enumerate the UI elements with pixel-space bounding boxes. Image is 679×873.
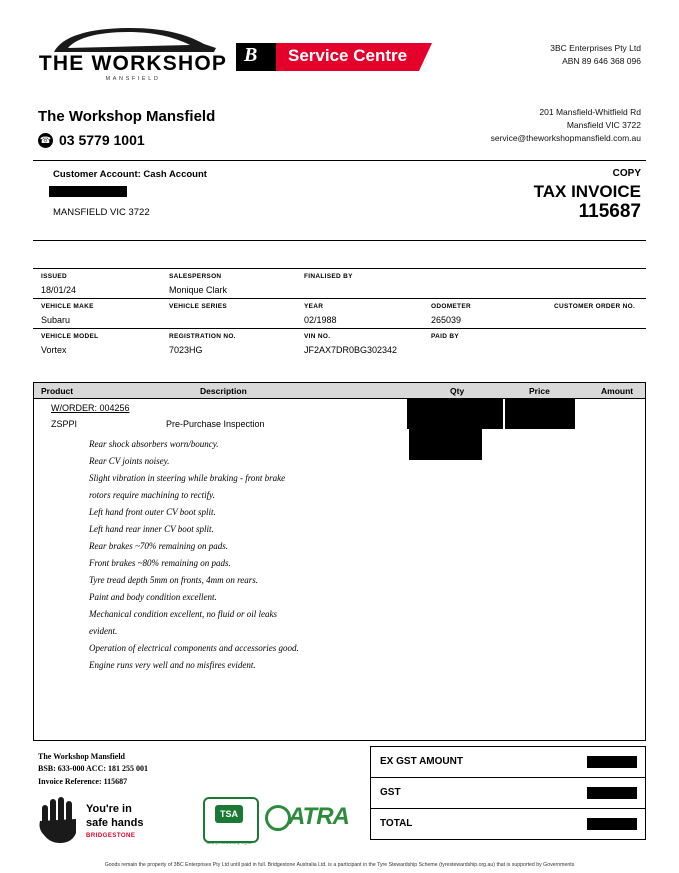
certification-badges bbox=[38, 795, 358, 850]
inspection-note: Rear shock absorbers worn/bouncy. bbox=[89, 439, 219, 449]
logo-subtitle: MANSFIELD bbox=[105, 76, 161, 82]
meta-label-registration-no: REGISTRATION NO. bbox=[169, 333, 236, 340]
meta-cell-issued bbox=[41, 273, 76, 295]
bridgestone-b-letter: B bbox=[244, 44, 258, 66]
safe-hands-line-2: safe hands bbox=[86, 816, 144, 829]
meta-table bbox=[33, 268, 646, 358]
inspection-note: Rear brakes ~70% remaining on pads. bbox=[89, 541, 229, 551]
address-line-2: Mansfield VIC 3722 bbox=[566, 120, 641, 131]
meta-label-vehicle-series: VEHICLE SERIES bbox=[169, 303, 228, 310]
line-item-amounts-redacted bbox=[407, 398, 646, 460]
work-order-number: W/ORDER: 004256 bbox=[51, 403, 130, 413]
meta-label-paid-by: PAID BY bbox=[431, 333, 459, 340]
safe-hands-text bbox=[86, 803, 143, 831]
meta-label-vehicle-model: VEHICLE MODEL bbox=[41, 333, 99, 340]
service-centre-label: Service Centre bbox=[276, 43, 419, 71]
meta-cell-vin-no bbox=[304, 333, 397, 355]
tyre-stewardship-badge bbox=[203, 797, 259, 845]
value-total-redacted bbox=[587, 818, 637, 830]
fine-print: Goods remain the property of 3BC Enterprises Pty Ltd until paid in full. Bridgestone Australia Ltd. is a participant in the Tyre Stewardship Scheme (tyrestewardship.org.au) that is supported by Governments bbox=[104, 862, 575, 868]
inspection-note: Slight vibration in steering while braking - front brake bbox=[89, 473, 286, 483]
safe-hands-icon bbox=[38, 795, 80, 845]
inspection-note: Left hand front outer CV boot split. bbox=[89, 507, 216, 517]
meta-label-vehicle-make: VEHICLE MAKE bbox=[41, 303, 94, 310]
invoice-number: 115687 bbox=[578, 201, 641, 222]
column-amount: Amount bbox=[601, 386, 634, 396]
meta-cell-vehicle-make bbox=[41, 303, 94, 325]
bridgestone-service-centre-logo bbox=[236, 43, 419, 71]
meta-cell-year bbox=[304, 303, 337, 325]
meta-row-vehicle-2 bbox=[33, 328, 646, 358]
customer-city-line: MANSFIELD VIC 3722 bbox=[53, 207, 150, 218]
safe-hands-line-1: You're in bbox=[86, 803, 132, 815]
address-line-1: 201 Mansfield-Whitfield Rd bbox=[539, 107, 641, 117]
meta-row-issued bbox=[33, 268, 646, 298]
meta-label-customer-order-no: CUSTOMER ORDER NO. bbox=[554, 303, 636, 310]
line-item-description: Pre-Purchase Inspection bbox=[166, 419, 265, 429]
inspection-note: Operation of electrical components and accessories good. bbox=[89, 643, 299, 653]
value-ex-gst-redacted bbox=[587, 756, 637, 768]
company-name: 3BC Enterprises Pty Ltd bbox=[550, 43, 641, 53]
customer-name-redacted bbox=[49, 186, 127, 197]
customer-account-label: Customer Account: Cash Account bbox=[53, 169, 207, 180]
bridgestone-mark-icon bbox=[236, 43, 276, 71]
payee-name: The Workshop Mansfield bbox=[38, 752, 125, 761]
inspection-note: Engine runs very well and no misfires evident. bbox=[89, 660, 256, 670]
meta-value-vin-no: JF2AX7DR0BG302342 bbox=[304, 345, 398, 355]
line-items-header bbox=[33, 382, 646, 399]
meta-value-registration-no: 7023HG bbox=[169, 345, 203, 355]
atra-logo-text: ATRA bbox=[288, 803, 349, 830]
totals-row-ex-gst bbox=[371, 747, 645, 778]
inspection-note: Front brakes ~80% remaining on pads. bbox=[89, 558, 231, 568]
meta-label-salesperson: SALESPERSON bbox=[169, 273, 222, 280]
totals-row-gst bbox=[371, 778, 645, 809]
phone-row bbox=[38, 132, 145, 148]
phone-icon: ☎ bbox=[38, 133, 53, 148]
inspection-note: Paint and body condition excellent. bbox=[89, 592, 217, 602]
meta-value-vehicle-make: Subaru bbox=[41, 315, 71, 325]
payment-details bbox=[38, 751, 148, 788]
line-item-code: ZSPPI bbox=[51, 419, 78, 429]
amount-redacted bbox=[409, 429, 482, 460]
bank-details: BSB: 633-000 ACC: 181 255 001 bbox=[38, 764, 149, 774]
meta-cell-paid-by bbox=[431, 333, 459, 345]
tsa-label: TSA bbox=[215, 805, 243, 823]
meta-cell-vehicle-model bbox=[41, 333, 98, 355]
company-details bbox=[550, 42, 641, 68]
meta-label-vin-no: VIN NO. bbox=[304, 333, 331, 340]
totals-table bbox=[370, 746, 646, 840]
label-gst: GST bbox=[380, 787, 401, 798]
label-ex-gst-amount: EX GST AMOUNT bbox=[380, 756, 463, 767]
company-abn: ABN 89 646 368 096 bbox=[562, 56, 641, 67]
meta-cell-salesperson bbox=[169, 273, 227, 295]
bridgestone-wordmark: BRIDGESTONE bbox=[86, 833, 136, 839]
price-redacted bbox=[505, 398, 575, 429]
inspection-note: Left hand rear inner CV boot split. bbox=[89, 524, 214, 534]
meta-row-vehicle-1 bbox=[33, 298, 646, 328]
business-name: The Workshop Mansfield bbox=[38, 108, 216, 125]
logo-title: THE WORKSHOP bbox=[38, 52, 228, 75]
meta-cell-customer-order-no bbox=[554, 303, 635, 315]
meta-cell-registration-no bbox=[169, 333, 236, 355]
meta-value-salesperson: Monique Clark bbox=[169, 285, 228, 295]
business-email: service@theworkshopmansfield.com.au bbox=[490, 133, 641, 144]
divider-customer-bottom bbox=[33, 240, 646, 241]
workshop-logo bbox=[38, 26, 228, 92]
meta-label-finalised-by: FINALISED BY bbox=[304, 273, 353, 280]
totals-row-total bbox=[371, 809, 645, 839]
meta-value-year: 02/1988 bbox=[304, 315, 337, 325]
inspection-note: evident. bbox=[89, 626, 118, 636]
tsa-caption: www.tyrestewardship.org.au bbox=[206, 841, 252, 845]
column-description: Description bbox=[200, 386, 247, 396]
column-price: Price bbox=[529, 386, 550, 396]
meta-value-issued: 18/01/24 bbox=[41, 285, 77, 295]
inspection-note: Mechanical condition excellent, no fluid or oil leaks bbox=[89, 609, 277, 619]
meta-cell-finalised-by bbox=[304, 273, 353, 285]
meta-value-odometer: 265039 bbox=[431, 315, 462, 325]
meta-cell-odometer bbox=[431, 303, 471, 325]
column-product: Product bbox=[41, 386, 74, 396]
meta-cell-vehicle-series bbox=[169, 303, 227, 315]
qty-redacted bbox=[407, 398, 503, 429]
inspection-note: Tyre tread depth 5mm on fronts, 4mm on rears. bbox=[89, 575, 258, 585]
tax-invoice-title: TAX INVOICE bbox=[533, 182, 641, 201]
meta-label-odometer: ODOMETER bbox=[431, 303, 471, 310]
business-address bbox=[491, 106, 641, 146]
label-total: TOTAL bbox=[380, 818, 413, 829]
meta-label-year: YEAR bbox=[304, 303, 324, 310]
phone-number: 03 5779 1001 bbox=[59, 132, 145, 148]
inspection-note: rotors require machining to rectify. bbox=[89, 490, 215, 500]
document-header bbox=[0, 0, 679, 96]
inspection-note: Rear CV joints noisey. bbox=[89, 456, 170, 466]
copy-label: COPY bbox=[612, 168, 641, 179]
meta-value-vehicle-model: Vortex bbox=[41, 345, 67, 355]
column-qty: Qty bbox=[450, 386, 465, 396]
meta-label-issued: ISSUED bbox=[41, 273, 68, 280]
invoice-reference: Invoice Reference: 115687 bbox=[38, 776, 128, 786]
value-gst-redacted bbox=[587, 787, 637, 799]
divider-top bbox=[33, 160, 646, 161]
